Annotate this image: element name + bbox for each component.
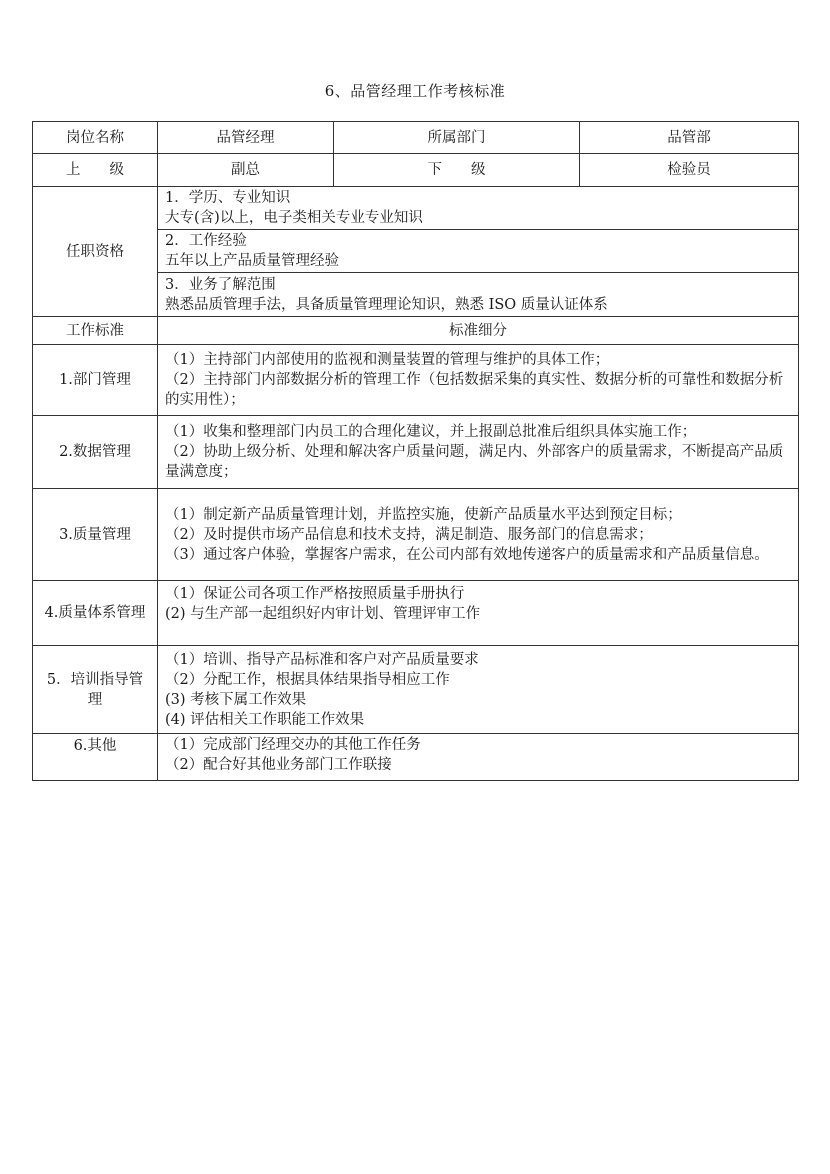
standard-details xyxy=(158,581,799,646)
standard-details xyxy=(158,416,799,489)
standard-row xyxy=(33,345,799,416)
qualification-row xyxy=(33,187,799,230)
header-row-position xyxy=(33,122,799,154)
standard-detail: （1）培训、指导产品标准和客户对产品质量要求 xyxy=(165,651,479,668)
standard-detail: (4) 评估相关工作职能工作效果 xyxy=(165,711,365,728)
page-title: 6、品管经理工作考核标准 xyxy=(324,82,506,100)
position-value: 品管经理 xyxy=(158,122,334,154)
standard-detail: (3) 考核下属工作效果 xyxy=(165,691,307,708)
qualification-text: 五年以上产品质量管理经验 xyxy=(165,253,339,269)
standard-detail: （2）分配工作，根据具体结果指导相应工作 xyxy=(165,671,450,688)
standard-detail: （1）完成部门经理交办的其他工作任务 xyxy=(165,737,421,753)
position-label: 岗位名称 xyxy=(33,122,158,154)
superior-value: 副总 xyxy=(158,154,334,187)
standard-name: 5．培训指导管理 xyxy=(33,646,158,734)
standard-detail: (2) 与生产部一起组织好内审计划、管理评审工作 xyxy=(165,606,481,622)
standard-name: 3.质量管理 xyxy=(33,489,158,581)
standards-column-label: 工作标准 xyxy=(33,317,158,345)
qualification-item xyxy=(158,187,799,230)
qualification-title: 2．工作经验 xyxy=(165,233,247,249)
qualification-item xyxy=(158,273,799,317)
standard-detail: （2）主持部门内部数据分析的管理工作（包括数据采集的真实性、数据分析的可靠性和数据分析的实用性）； xyxy=(165,372,784,408)
standard-name: 4.质量体系管理 xyxy=(33,581,158,646)
qualifications-label: 任职资格 xyxy=(33,187,158,317)
standard-row xyxy=(33,416,799,489)
standard-detail: （1）制定新产品质量管理计划，并监控实施，使新产品质量水平达到预定目标； xyxy=(165,506,682,523)
standard-name: 1.部门管理 xyxy=(33,345,158,416)
standard-detail: （1）主持部门内部使用的监视和测量装置的管理与维护的具体工作； xyxy=(165,352,610,368)
header-row-reporting xyxy=(33,154,799,187)
qualification-text: 大专(含)以上，电子类相关专业专业知识 xyxy=(165,210,423,226)
qualification-text: 熟悉品质管理手法，具备质量管理理论知识，熟悉 ISO 质量认证体系 xyxy=(165,296,608,313)
standard-row xyxy=(33,581,799,646)
standard-details xyxy=(158,734,799,781)
standard-detail: （2）及时提供市场产品信息和技术支持，满足制造、服务部门的信息需求； xyxy=(165,526,653,543)
standard-detail: （2）配合好其他业务部门工作联接 xyxy=(165,757,392,773)
standard-row xyxy=(33,734,799,781)
subordinate-value: 检验员 xyxy=(580,154,799,187)
qualification-title: 3．业务了解范围 xyxy=(165,276,276,293)
department-label: 所属部门 xyxy=(334,122,580,154)
standard-detail: （1）保证公司各项工作严格按照质量手册执行 xyxy=(165,586,465,602)
standard-row xyxy=(33,489,799,581)
qualification-item xyxy=(158,230,799,273)
standard-name: 6.其他 xyxy=(33,734,158,781)
superior-label: 上 级 xyxy=(33,154,158,187)
standards-header-row xyxy=(33,317,799,345)
standard-details xyxy=(158,345,799,416)
standard-detail: （1）收集和整理部门内员工的合理化建议，并上报副总批准后组织具体实施工作； xyxy=(165,424,697,440)
standard-details xyxy=(158,646,799,734)
standard-row xyxy=(33,646,799,734)
standard-detail: （3）通过客户体验，掌握客户需求，在公司内部有效地传递客户的质量需求和产品质量信息。 xyxy=(165,546,769,563)
standard-detail: （2）协助上级分析、处理和解决客户质量问题，满足内、外部客户的质量需求，不断提高产品质量满意度； xyxy=(165,444,784,480)
qualification-title: 1．学历、专业知识 xyxy=(165,190,291,206)
subordinate-label: 下 级 xyxy=(334,154,580,187)
standards-detail-label: 标准细分 xyxy=(158,317,799,345)
standard-details xyxy=(158,489,799,581)
department-value: 品管部 xyxy=(580,122,799,154)
standard-name: 2.数据管理 xyxy=(33,416,158,489)
assessment-table xyxy=(32,121,799,781)
